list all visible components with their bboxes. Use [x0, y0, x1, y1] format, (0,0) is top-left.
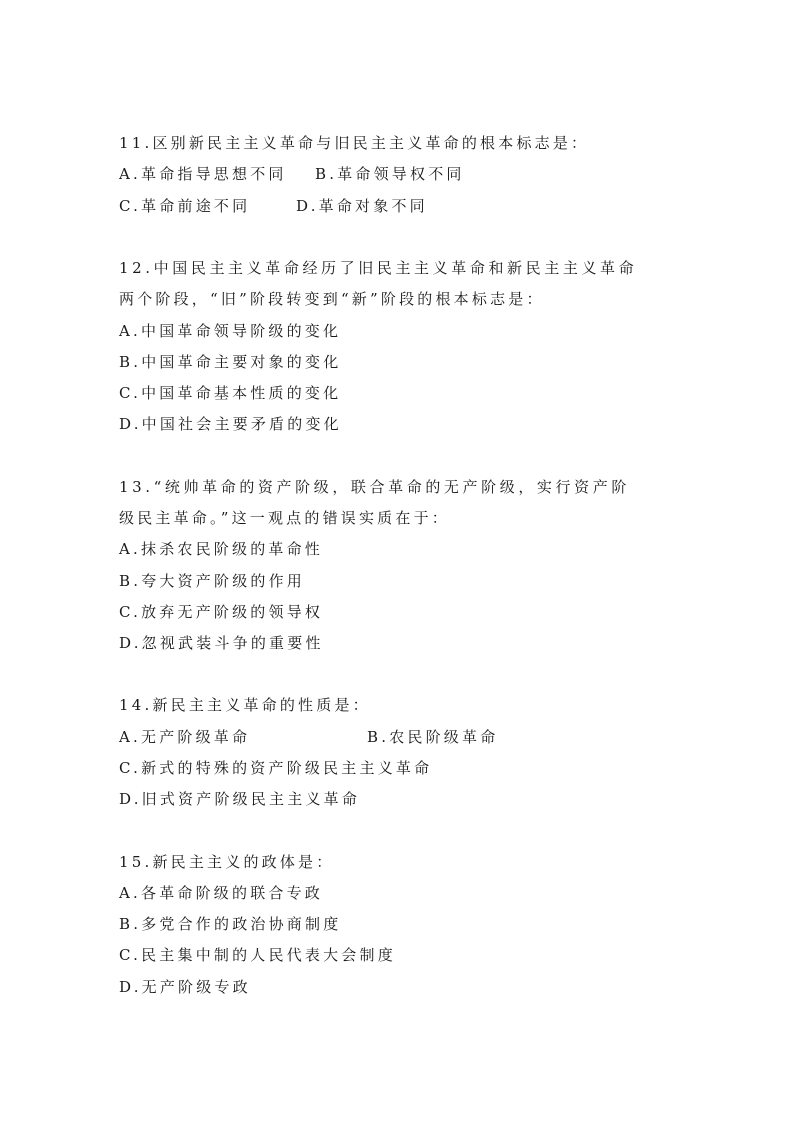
question-13-option-d: D.忽视武装斗争的重要性: [119, 634, 324, 652]
question-11-option-b: B.革命领导权不同: [315, 165, 465, 183]
question-14-option-b: B.农民阶级革命: [367, 728, 499, 746]
question-13-option-c: C.放弃无产阶级的领导权: [119, 603, 324, 621]
question-11-options-ab: [119, 164, 465, 184]
question-12-stem-line1: 12.中国民主主义革命经历了旧民主主义革命和新民主主义革命: [119, 259, 638, 277]
question-12-option-a: A.中国革命领导阶级的变化: [119, 322, 342, 340]
question-11-option-a: A.革命指导思想不同: [119, 165, 287, 183]
question-12-stem-line2: 两个阶段，“旧”阶段转变到“新”阶段的根本标志是：: [119, 290, 545, 308]
question-15-stem: 15.新民主主义的政体是：: [119, 853, 335, 871]
question-13-stem-line2: 级民主革命。”这一观点的错误实质在于：: [119, 509, 450, 527]
question-13-option-a: A.抹杀农民阶级的革命性: [119, 540, 324, 558]
question-15-option-c: C.民主集中制的人民代表大会制度: [119, 946, 396, 964]
question-11-stem: 11.区别新民主主义革命与旧民主主义革命的根本标志是：: [119, 134, 590, 152]
question-14-option-d: D.旧式资产阶级民主主义革命: [119, 790, 361, 808]
question-14-option-a: A.无产阶级革命: [119, 728, 251, 746]
question-11-options-cd: [119, 196, 428, 216]
question-15-option-a: A.各革命阶级的联合专政: [119, 884, 324, 902]
question-14-options-ab: [119, 727, 499, 747]
question-11-option-d: D.革命对象不同: [296, 197, 428, 215]
question-12-option-d: D.中国社会主要矛盾的变化: [119, 415, 342, 433]
question-13-stem-line1: 13.“统帅革命的资产阶级，联合革命的无产阶级，实行资产阶: [119, 478, 630, 496]
question-14-stem: 14.新民主主义革命的性质是：: [119, 696, 371, 714]
question-15-option-b: B.多党合作的政治协商制度: [119, 915, 342, 933]
question-15-option-d: D.无产阶级专政: [119, 978, 251, 996]
question-11-option-c: C.革命前途不同: [119, 197, 251, 215]
question-12-option-c: C.中国革命基本性质的变化: [119, 384, 342, 402]
question-13-option-b: B.夸大资产阶级的作用: [119, 572, 305, 590]
question-14-option-c: C.新式的特殊的资产阶级民主主义革命: [119, 759, 433, 777]
question-12-option-b: B.中国革命主要对象的变化: [119, 353, 342, 371]
